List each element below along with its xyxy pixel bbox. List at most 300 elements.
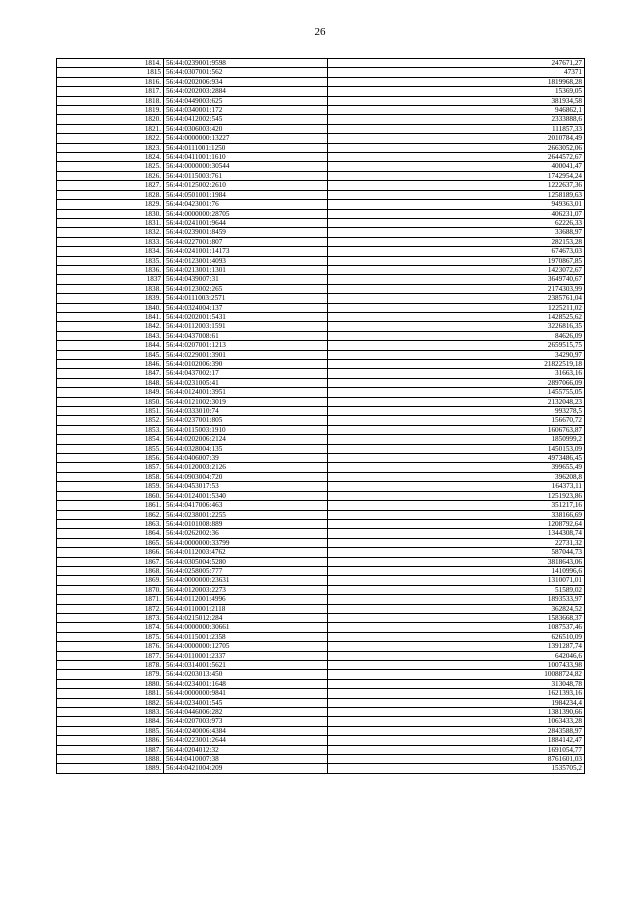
table-row bbox=[57, 275, 585, 284]
cadastral-value-cell: 2663052,06 bbox=[328, 143, 585, 152]
cadastral-number-cell: 56:44:0239001:8459 bbox=[164, 228, 328, 237]
cadastral-value-cell: 993278,5 bbox=[328, 407, 585, 416]
cadastral-value-cell: 1691054,77 bbox=[328, 745, 585, 754]
table-row bbox=[57, 698, 585, 707]
table-row bbox=[57, 651, 585, 660]
row-number-cell: 1838. bbox=[57, 284, 164, 293]
row-number-cell: 1868. bbox=[57, 566, 164, 575]
row-number-cell: 1833. bbox=[57, 237, 164, 246]
cadastral-number-cell: 56:44:0234001:545 bbox=[164, 698, 328, 707]
cadastral-number-cell: 56:44:0000000:30661 bbox=[164, 623, 328, 632]
table-row bbox=[57, 585, 585, 594]
cadastral-number-cell: 56:44:0231005:41 bbox=[164, 378, 328, 387]
cadastral-number-cell: 56:44:0333010:74 bbox=[164, 407, 328, 416]
cadastral-number-cell: 56:44:0306003:420 bbox=[164, 124, 328, 133]
cadastral-value-cell: 22731,32 bbox=[328, 538, 585, 547]
table-row bbox=[57, 341, 585, 350]
row-number-cell: 1814. bbox=[57, 59, 164, 68]
row-number-cell: 1847. bbox=[57, 369, 164, 378]
table-row bbox=[57, 143, 585, 152]
cadastral-number-cell: 56:44:0501001:1984 bbox=[164, 190, 328, 199]
cadastral-value-cell: 1606763,87 bbox=[328, 425, 585, 434]
table-row bbox=[57, 604, 585, 613]
cadastral-value-cell: 1850999,2 bbox=[328, 435, 585, 444]
cadastral-value-cell: 1455755,05 bbox=[328, 388, 585, 397]
cadastral-number-cell: 56:44:0110001:2118 bbox=[164, 604, 328, 613]
table-row bbox=[57, 256, 585, 265]
cadastral-number-cell: 56:44:0307001:562 bbox=[164, 68, 328, 77]
row-number-cell: 1831. bbox=[57, 218, 164, 227]
cadastral-number-cell: 56:44:0417006:463 bbox=[164, 501, 328, 510]
cadastral-number-cell: 56:44:0000000:13227 bbox=[164, 134, 328, 143]
cadastral-number-cell: 56:44:0115003:1910 bbox=[164, 425, 328, 434]
cadastral-value-cell: 351217,16 bbox=[328, 501, 585, 510]
cadastral-number-cell: 56:44:0437008:61 bbox=[164, 331, 328, 340]
cadastral-value-cell: 3649740,67 bbox=[328, 275, 585, 284]
cadastral-number-cell: 56:44:0125002:2610 bbox=[164, 181, 328, 190]
row-number-cell: 1882. bbox=[57, 698, 164, 707]
cadastral-number-cell: 56:44:0124001:5340 bbox=[164, 491, 328, 500]
table-row bbox=[57, 247, 585, 256]
row-number-cell: 1878. bbox=[57, 661, 164, 670]
row-number-cell: 1818. bbox=[57, 96, 164, 105]
row-number-cell: 1884. bbox=[57, 717, 164, 726]
cadastral-value-cell: 2333888,6 bbox=[328, 115, 585, 124]
cadastral-value-cell: 84626,09 bbox=[328, 331, 585, 340]
row-number-cell: 1874. bbox=[57, 623, 164, 632]
table-row bbox=[57, 181, 585, 190]
table-row bbox=[57, 689, 585, 698]
table-row bbox=[57, 322, 585, 331]
cadastral-value-cell: 949363,01 bbox=[328, 200, 585, 209]
row-number-cell: 1822. bbox=[57, 134, 164, 143]
cadastral-value-cell: 8761601,03 bbox=[328, 755, 585, 764]
row-number-cell: 1836. bbox=[57, 265, 164, 274]
cadastral-value-cell: 111857,33 bbox=[328, 124, 585, 133]
cadastral-number-cell: 56:44:0406007:39 bbox=[164, 454, 328, 463]
table-row bbox=[57, 510, 585, 519]
table-row bbox=[57, 595, 585, 604]
cadastral-value-cell: 1222637,36 bbox=[328, 181, 585, 190]
cadastral-value-cell: 51589,02 bbox=[328, 585, 585, 594]
cadastral-number-cell: 56:44:0240006:4384 bbox=[164, 726, 328, 735]
row-number-cell: 1839. bbox=[57, 294, 164, 303]
table-row bbox=[57, 360, 585, 369]
row-number-cell: 1857. bbox=[57, 463, 164, 472]
table-row bbox=[57, 661, 585, 670]
cadastral-number-cell: 56:44:0238001:2255 bbox=[164, 510, 328, 519]
row-number-cell: 1859. bbox=[57, 482, 164, 491]
row-number-cell: 1879. bbox=[57, 670, 164, 679]
cadastral-number-cell: 56:44:0239001:9598 bbox=[164, 59, 328, 68]
cadastral-number-cell: 56:44:0423001:76 bbox=[164, 200, 328, 209]
row-number-cell: 1866. bbox=[57, 548, 164, 557]
cadastral-number-cell: 56:44:0202001:5431 bbox=[164, 312, 328, 321]
row-number-cell: 1881. bbox=[57, 689, 164, 698]
cadastral-number-cell: 56:44:0234001:1648 bbox=[164, 679, 328, 688]
row-number-cell: 1853. bbox=[57, 425, 164, 434]
cadastral-value-cell: 1970867,85 bbox=[328, 256, 585, 265]
row-number-cell: 1825. bbox=[57, 162, 164, 171]
cadastral-number-cell: 56:44:0112003:4762 bbox=[164, 548, 328, 557]
cadastral-value-cell: 33688,97 bbox=[328, 228, 585, 237]
table-row bbox=[57, 106, 585, 115]
row-number-cell: 1862. bbox=[57, 510, 164, 519]
cadastral-value-cell: 362824,52 bbox=[328, 604, 585, 613]
cadastral-number-cell: 56:44:0111003:2571 bbox=[164, 294, 328, 303]
cadastral-value-cell: 4973486,45 bbox=[328, 454, 585, 463]
cadastral-number-cell: 56:44:0305004:5280 bbox=[164, 557, 328, 566]
cadastral-value-cell: 62226,33 bbox=[328, 218, 585, 227]
table-row bbox=[57, 548, 585, 557]
cadastral-value-cell: 1410996,6 bbox=[328, 566, 585, 575]
table-row bbox=[57, 472, 585, 481]
cadastral-number-cell: 56:44:0115003:761 bbox=[164, 171, 328, 180]
table-row bbox=[57, 642, 585, 651]
cadastral-value-cell: 164373,11 bbox=[328, 482, 585, 491]
row-number-cell: 1869. bbox=[57, 576, 164, 585]
row-number-cell: 1854. bbox=[57, 435, 164, 444]
row-number-cell: 1855. bbox=[57, 444, 164, 453]
row-number-cell: 1883. bbox=[57, 708, 164, 717]
table-row bbox=[57, 303, 585, 312]
cadastral-number-cell: 56:44:0111001:1250 bbox=[164, 143, 328, 152]
row-number-cell: 1850. bbox=[57, 397, 164, 406]
row-number-cell: 1888. bbox=[57, 755, 164, 764]
cadastral-value-cell: 406231,07 bbox=[328, 209, 585, 218]
cadastral-number-cell: 56:44:0258005:777 bbox=[164, 566, 328, 575]
row-number-cell: 1815 bbox=[57, 68, 164, 77]
cadastral-number-cell: 56:44:0241001:14173 bbox=[164, 247, 328, 256]
cadastral-number-cell: 56:44:0203013:450 bbox=[164, 670, 328, 679]
cadastral-value-cell: 338166,69 bbox=[328, 510, 585, 519]
page-number: 26 bbox=[314, 26, 326, 38]
table-row bbox=[57, 632, 585, 641]
cadastral-value-cell: 642046,6 bbox=[328, 651, 585, 660]
cadastral-number-cell: 56:44:0202003:2884 bbox=[164, 87, 328, 96]
cadastral-number-cell: 56:44:0903004:720 bbox=[164, 472, 328, 481]
cadastral-value-cell: 1428525,62 bbox=[328, 312, 585, 321]
row-number-cell: 1826. bbox=[57, 171, 164, 180]
row-number-cell: 1885. bbox=[57, 726, 164, 735]
cadastral-value-cell: 587044,73 bbox=[328, 548, 585, 557]
cadastral-number-cell: 56:44:0237001:805 bbox=[164, 416, 328, 425]
cadastral-number-cell: 56:44:0102006:390 bbox=[164, 360, 328, 369]
cadastral-number-cell: 56:44:0421004:209 bbox=[164, 764, 328, 773]
table-row bbox=[57, 294, 585, 303]
row-number-cell: 1817. bbox=[57, 87, 164, 96]
row-number-cell: 1889. bbox=[57, 764, 164, 773]
cadastral-number-cell: 56:44:0314001:5621 bbox=[164, 661, 328, 670]
cadastral-value-table bbox=[56, 58, 585, 774]
table-row bbox=[57, 679, 585, 688]
cadastral-number-cell: 56:44:0000000:33799 bbox=[164, 538, 328, 547]
cadastral-number-cell: 56:44:0112003:1591 bbox=[164, 322, 328, 331]
cadastral-value-cell: 626510,09 bbox=[328, 632, 585, 641]
cadastral-value-cell: 946862,1 bbox=[328, 106, 585, 115]
cadastral-value-cell: 399655,49 bbox=[328, 463, 585, 472]
table-row bbox=[57, 764, 585, 773]
cadastral-value-cell: 2897066,09 bbox=[328, 378, 585, 387]
table-row bbox=[57, 482, 585, 491]
row-number-cell: 1873. bbox=[57, 613, 164, 622]
table-row bbox=[57, 350, 585, 359]
table-row bbox=[57, 708, 585, 717]
row-number-cell: 1872. bbox=[57, 604, 164, 613]
row-number-cell: 1835. bbox=[57, 256, 164, 265]
cadastral-number-cell: 56:44:0207003:973 bbox=[164, 717, 328, 726]
cadastral-number-cell: 56:44:0213001:1301 bbox=[164, 265, 328, 274]
table-row bbox=[57, 68, 585, 77]
cadastral-number-cell: 56:44:0110001:2337 bbox=[164, 651, 328, 660]
cadastral-value-cell: 1310071,01 bbox=[328, 576, 585, 585]
cadastral-number-cell: 56:44:0000000:9841 bbox=[164, 689, 328, 698]
row-number-cell: 1870. bbox=[57, 585, 164, 594]
table-row bbox=[57, 566, 585, 575]
cadastral-value-cell: 2010784,49 bbox=[328, 134, 585, 143]
row-number-cell: 1844. bbox=[57, 341, 164, 350]
cadastral-value-cell: 2659515,75 bbox=[328, 341, 585, 350]
cadastral-value-cell: 2132048,23 bbox=[328, 397, 585, 406]
row-number-cell: 1819. bbox=[57, 106, 164, 115]
cadastral-value-cell: 1621393,16 bbox=[328, 689, 585, 698]
table-row bbox=[57, 726, 585, 735]
cadastral-number-cell: 56:44:0328004:135 bbox=[164, 444, 328, 453]
table-row bbox=[57, 124, 585, 133]
row-number-cell: 1877. bbox=[57, 651, 164, 660]
table-row bbox=[57, 228, 585, 237]
cadastral-value-cell: 1251923,86 bbox=[328, 491, 585, 500]
cadastral-value-cell: 313048,78 bbox=[328, 679, 585, 688]
table-row bbox=[57, 265, 585, 274]
cadastral-value-cell: 1391287,74 bbox=[328, 642, 585, 651]
table-row bbox=[57, 218, 585, 227]
row-number-cell: 1886. bbox=[57, 736, 164, 745]
row-number-cell: 1852. bbox=[57, 416, 164, 425]
table-row bbox=[57, 153, 585, 162]
cadastral-number-cell: 56:44:0340001:172 bbox=[164, 106, 328, 115]
cadastral-value-cell: 1583668,37 bbox=[328, 613, 585, 622]
row-number-cell: 1856. bbox=[57, 454, 164, 463]
row-number-cell: 1860. bbox=[57, 491, 164, 500]
cadastral-value-cell: 400041,47 bbox=[328, 162, 585, 171]
row-number-cell: 1887. bbox=[57, 745, 164, 754]
cadastral-number-cell: 56:44:0227001:807 bbox=[164, 237, 328, 246]
cadastral-number-cell: 56:44:0000000:12705 bbox=[164, 642, 328, 651]
row-number-cell: 1821. bbox=[57, 124, 164, 133]
cadastral-number-cell: 56:44:0202006:2124 bbox=[164, 435, 328, 444]
cadastral-number-cell: 56:44:0123001:4093 bbox=[164, 256, 328, 265]
row-number-cell: 1858. bbox=[57, 472, 164, 481]
cadastral-number-cell: 56:44:0124001:3951 bbox=[164, 388, 328, 397]
table-row bbox=[57, 745, 585, 754]
cadastral-value-cell: 1344308,74 bbox=[328, 529, 585, 538]
table-row bbox=[57, 538, 585, 547]
cadastral-value-cell: 3226816,35 bbox=[328, 322, 585, 331]
cadastral-number-cell: 56:44:0439007:31 bbox=[164, 275, 328, 284]
cadastral-value-cell: 1984234,4 bbox=[328, 698, 585, 707]
cadastral-value-cell: 1007433,98 bbox=[328, 661, 585, 670]
cadastral-number-cell: 56:44:0204012:32 bbox=[164, 745, 328, 754]
row-number-cell: 1875. bbox=[57, 632, 164, 641]
cadastral-number-cell: 56:44:0101008:889 bbox=[164, 519, 328, 528]
table-row bbox=[57, 454, 585, 463]
row-number-cell: 1851. bbox=[57, 407, 164, 416]
cadastral-number-cell: 56:44:0241001:9644 bbox=[164, 218, 328, 227]
table-row bbox=[57, 407, 585, 416]
table-row bbox=[57, 491, 585, 500]
table-row bbox=[57, 378, 585, 387]
table-row bbox=[57, 501, 585, 510]
cadastral-number-cell: 56:44:0437002:17 bbox=[164, 369, 328, 378]
row-number-cell: 1863. bbox=[57, 519, 164, 528]
row-number-cell: 1820. bbox=[57, 115, 164, 124]
cadastral-number-cell: 56:44:0412002:545 bbox=[164, 115, 328, 124]
row-number-cell: 1864. bbox=[57, 529, 164, 538]
cadastral-number-cell: 56:44:0324004:137 bbox=[164, 303, 328, 312]
cadastral-number-cell: 56:44:0121002:3019 bbox=[164, 397, 328, 406]
table-row bbox=[57, 425, 585, 434]
table-row bbox=[57, 87, 585, 96]
row-number-cell: 1816. bbox=[57, 77, 164, 86]
cadastral-number-cell: 56:44:0112001:4996 bbox=[164, 595, 328, 604]
cadastral-value-cell: 15369,05 bbox=[328, 87, 585, 96]
cadastral-value-cell: 1423072,67 bbox=[328, 265, 585, 274]
cadastral-value-cell: 10088724,82 bbox=[328, 670, 585, 679]
table-row bbox=[57, 190, 585, 199]
table-row bbox=[57, 331, 585, 340]
cadastral-number-cell: 56:44:0223001:2644 bbox=[164, 736, 328, 745]
row-number-cell: 1827. bbox=[57, 181, 164, 190]
cadastral-number-cell: 56:44:0202006:934 bbox=[164, 77, 328, 86]
cadastral-value-cell: 381934,58 bbox=[328, 96, 585, 105]
row-number-cell: 1843. bbox=[57, 331, 164, 340]
row-number-cell: 1845. bbox=[57, 350, 164, 359]
table-row bbox=[57, 200, 585, 209]
table-row bbox=[57, 312, 585, 321]
table-row bbox=[57, 369, 585, 378]
cadastral-number-cell: 56:44:0411001:1610 bbox=[164, 153, 328, 162]
cadastral-value-cell: 1208792,64 bbox=[328, 519, 585, 528]
cadastral-value-cell: 2385761,04 bbox=[328, 294, 585, 303]
cadastral-value-cell: 31663,16 bbox=[328, 369, 585, 378]
cadastral-value-cell: 2644572,67 bbox=[328, 153, 585, 162]
table-row bbox=[57, 529, 585, 538]
cadastral-value-cell: 21822519,18 bbox=[328, 360, 585, 369]
table-row bbox=[57, 134, 585, 143]
cadastral-number-cell: 56:44:0123002:265 bbox=[164, 284, 328, 293]
cadastral-number-cell: 56:44:0000000:28705 bbox=[164, 209, 328, 218]
table-row bbox=[57, 397, 585, 406]
cadastral-number-cell: 56:44:0000000:23631 bbox=[164, 576, 328, 585]
table-row bbox=[57, 237, 585, 246]
row-number-cell: 1841. bbox=[57, 312, 164, 321]
cadastral-number-cell: 56:44:0120003:2273 bbox=[164, 585, 328, 594]
cadastral-value-cell: 674673,03 bbox=[328, 247, 585, 256]
cadastral-value-cell: 1742954,24 bbox=[328, 171, 585, 180]
row-number-cell: 1865. bbox=[57, 538, 164, 547]
cadastral-value-cell: 2174303,99 bbox=[328, 284, 585, 293]
row-number-cell: 1871. bbox=[57, 595, 164, 604]
cadastral-number-cell: 56:44:0262002:36 bbox=[164, 529, 328, 538]
row-number-cell: 1829. bbox=[57, 200, 164, 209]
cadastral-value-cell: 34290,97 bbox=[328, 350, 585, 359]
row-number-cell: 1848. bbox=[57, 378, 164, 387]
table-row bbox=[57, 115, 585, 124]
row-number-cell: 1830. bbox=[57, 209, 164, 218]
table-row bbox=[57, 209, 585, 218]
table-row bbox=[57, 717, 585, 726]
cadastral-value-cell: 1381390,66 bbox=[328, 708, 585, 717]
table-row bbox=[57, 416, 585, 425]
table-row bbox=[57, 623, 585, 632]
table-row bbox=[57, 613, 585, 622]
table-row bbox=[57, 755, 585, 764]
table-row bbox=[57, 171, 585, 180]
table-row bbox=[57, 162, 585, 171]
cadastral-value-cell: 1535705,2 bbox=[328, 764, 585, 773]
cadastral-number-cell: 56:44:0120003:2126 bbox=[164, 463, 328, 472]
cadastral-number-cell: 56:44:0449003:625 bbox=[164, 96, 328, 105]
table-row bbox=[57, 444, 585, 453]
table-row bbox=[57, 77, 585, 86]
row-number-cell: 1834. bbox=[57, 247, 164, 256]
table-row bbox=[57, 557, 585, 566]
table-row bbox=[57, 670, 585, 679]
cadastral-value-cell: 1258189,63 bbox=[328, 190, 585, 199]
row-number-cell: 1849. bbox=[57, 388, 164, 397]
cadastral-value-cell: 1225211,02 bbox=[328, 303, 585, 312]
cadastral-value-cell: 247671,27 bbox=[328, 59, 585, 68]
cadastral-value-cell: 156670,72 bbox=[328, 416, 585, 425]
cadastral-value-cell: 282153,28 bbox=[328, 237, 585, 246]
cadastral-number-cell: 56:44:0229001:3901 bbox=[164, 350, 328, 359]
table-row bbox=[57, 96, 585, 105]
table-row bbox=[57, 576, 585, 585]
row-number-cell: 1832. bbox=[57, 228, 164, 237]
cadastral-number-cell: 56:44:0115001:2358 bbox=[164, 632, 328, 641]
cadastral-number-cell: 56:44:0446006:282 bbox=[164, 708, 328, 717]
cadastral-value-cell: 47371 bbox=[328, 68, 585, 77]
row-number-cell: 1837 bbox=[57, 275, 164, 284]
table-row bbox=[57, 435, 585, 444]
table-row bbox=[57, 59, 585, 68]
table-row bbox=[57, 519, 585, 528]
cadastral-value-cell: 2843588,97 bbox=[328, 726, 585, 735]
table-row bbox=[57, 388, 585, 397]
cadastral-value-cell: 1884142,47 bbox=[328, 736, 585, 745]
row-number-cell: 1842. bbox=[57, 322, 164, 331]
cadastral-number-cell: 56:44:0410007:38 bbox=[164, 755, 328, 764]
cadastral-number-cell: 56:44:0207001:1213 bbox=[164, 341, 328, 350]
cadastral-value-cell: 1063433,28 bbox=[328, 717, 585, 726]
table-row bbox=[57, 284, 585, 293]
table-row bbox=[57, 736, 585, 745]
row-number-cell: 1861. bbox=[57, 501, 164, 510]
cadastral-number-cell: 56:44:0000000:30544 bbox=[164, 162, 328, 171]
cadastral-number-cell: 56:44:0453017:53 bbox=[164, 482, 328, 491]
cadastral-value-cell: 1819968,28 bbox=[328, 77, 585, 86]
row-number-cell: 1828. bbox=[57, 190, 164, 199]
row-number-cell: 1823. bbox=[57, 143, 164, 152]
table-row bbox=[57, 463, 585, 472]
cadastral-value-cell: 3818643,06 bbox=[328, 557, 585, 566]
row-number-cell: 1846. bbox=[57, 360, 164, 369]
cadastral-value-cell: 396208,8 bbox=[328, 472, 585, 481]
row-number-cell: 1880. bbox=[57, 679, 164, 688]
cadastral-value-cell: 1087537,46 bbox=[328, 623, 585, 632]
row-number-cell: 1840. bbox=[57, 303, 164, 312]
